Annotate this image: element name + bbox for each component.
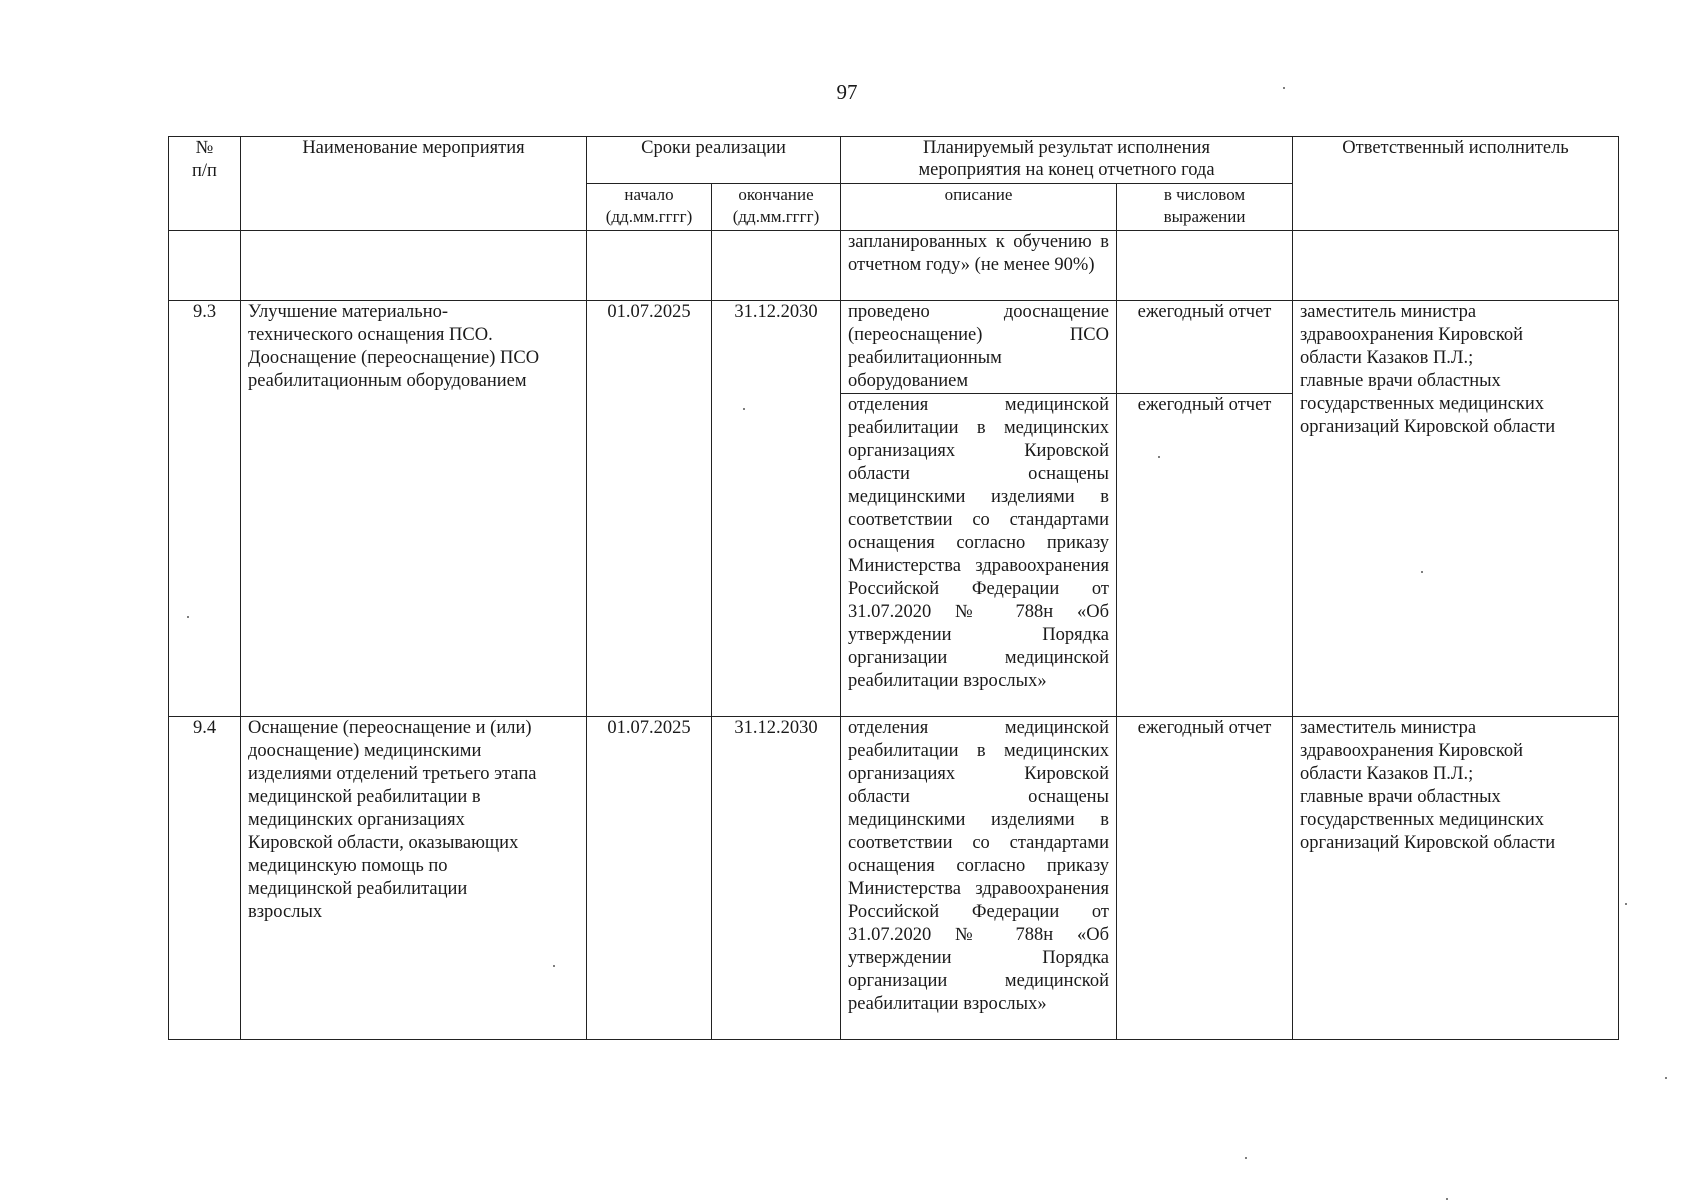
header-start: начало (дд.мм.гггг)	[587, 184, 712, 231]
result-description: проведено дооснащение (переоснащение) ПСО реабилитационным оборудованием	[841, 301, 1117, 394]
result-numeric: ежегодный отчет	[1117, 717, 1293, 1040]
page-number: 97	[836, 80, 858, 104]
responsible-executor: заместитель министра здравоохранения Кировской области Казаков П.Л.; главные врачи областных государственных медицинских организаций Кировской области	[1293, 301, 1619, 717]
end-date: 31.12.2030	[712, 717, 841, 1040]
result-description: отделения медицинской реабилитации в медицинских организациях Кировской области оснащены медицинскими изделиями в соответствии со стандартами оснащения согласно приказу Министерства здравоохранения Российской Федерации от 31.07.2020 № 788н «Об утверждении Порядка организации медицинской реабилитации взрослых»	[841, 394, 1117, 717]
header-end: окончание (дд.мм.гггг)	[712, 184, 841, 231]
start-date: 01.07.2025	[587, 717, 712, 1040]
scan-speck	[743, 408, 745, 410]
result-numeric: ежегодный отчет	[1117, 301, 1293, 394]
responsible-executor: заместитель министра здравоохранения Кировской области Казаков П.Л.; главные врачи областных государственных медицинских организаций Кировской области	[1293, 717, 1619, 1040]
start-date: 01.07.2025	[587, 301, 712, 717]
activity-name: Улучшение материально- технического оснащения ПСО. Дооснащение (переоснащение) ПСО реабилитационным оборудованием	[241, 301, 587, 717]
header-terms: Сроки реализации	[587, 137, 841, 184]
scan-speck	[1245, 1157, 1247, 1159]
end-date: 31.12.2030	[712, 301, 841, 717]
header-numeric: в числовом выражении	[1117, 184, 1293, 231]
header-name: Наименование мероприятия	[241, 137, 587, 231]
header-num: № п/п	[169, 137, 241, 231]
scan-speck	[1625, 903, 1627, 905]
header-result: Планируемый результат исполнения мероприятия на конец отчетного года	[841, 137, 1293, 184]
table-row	[169, 717, 1619, 1040]
scan-speck	[1283, 87, 1285, 89]
header-description: описание	[841, 184, 1117, 231]
scan-speck	[1665, 1077, 1667, 1079]
header-row	[169, 137, 1619, 184]
continuation-row	[169, 231, 1619, 301]
scan-speck	[1421, 571, 1423, 573]
row-number: 9.4	[169, 717, 241, 1040]
result-description: отделения медицинской реабилитации в медицинских организациях Кировской области оснащены медицинскими изделиями в соответствии со стандартами оснащения согласно приказу Министерства здравоохранения Российской Федерации от 31.07.2020 № 788н «Об утверждении Порядка организации медицинской реабилитации взрослых»	[841, 717, 1117, 1040]
table-row	[169, 301, 1619, 394]
scan-speck	[553, 965, 555, 967]
activity-name: Оснащение (переоснащение и (или) дооснащение) медицинскими изделиями отделений третьего этапа медицинской реабилитации в медицинских организациях Кировской области, оказывающих медицинскую помощь по медицинской реабилитации взрослых	[241, 717, 587, 1040]
scan-speck	[1158, 456, 1160, 458]
header-responsible: Ответственный исполнитель	[1293, 137, 1619, 231]
row-number: 9.3	[169, 301, 241, 717]
activities-table	[168, 136, 1619, 1040]
scan-speck	[187, 616, 189, 618]
result-numeric: ежегодный отчет	[1117, 394, 1293, 717]
continuation-description: запланированных к обучению в отчетном году» (не менее 90%)	[841, 231, 1117, 301]
